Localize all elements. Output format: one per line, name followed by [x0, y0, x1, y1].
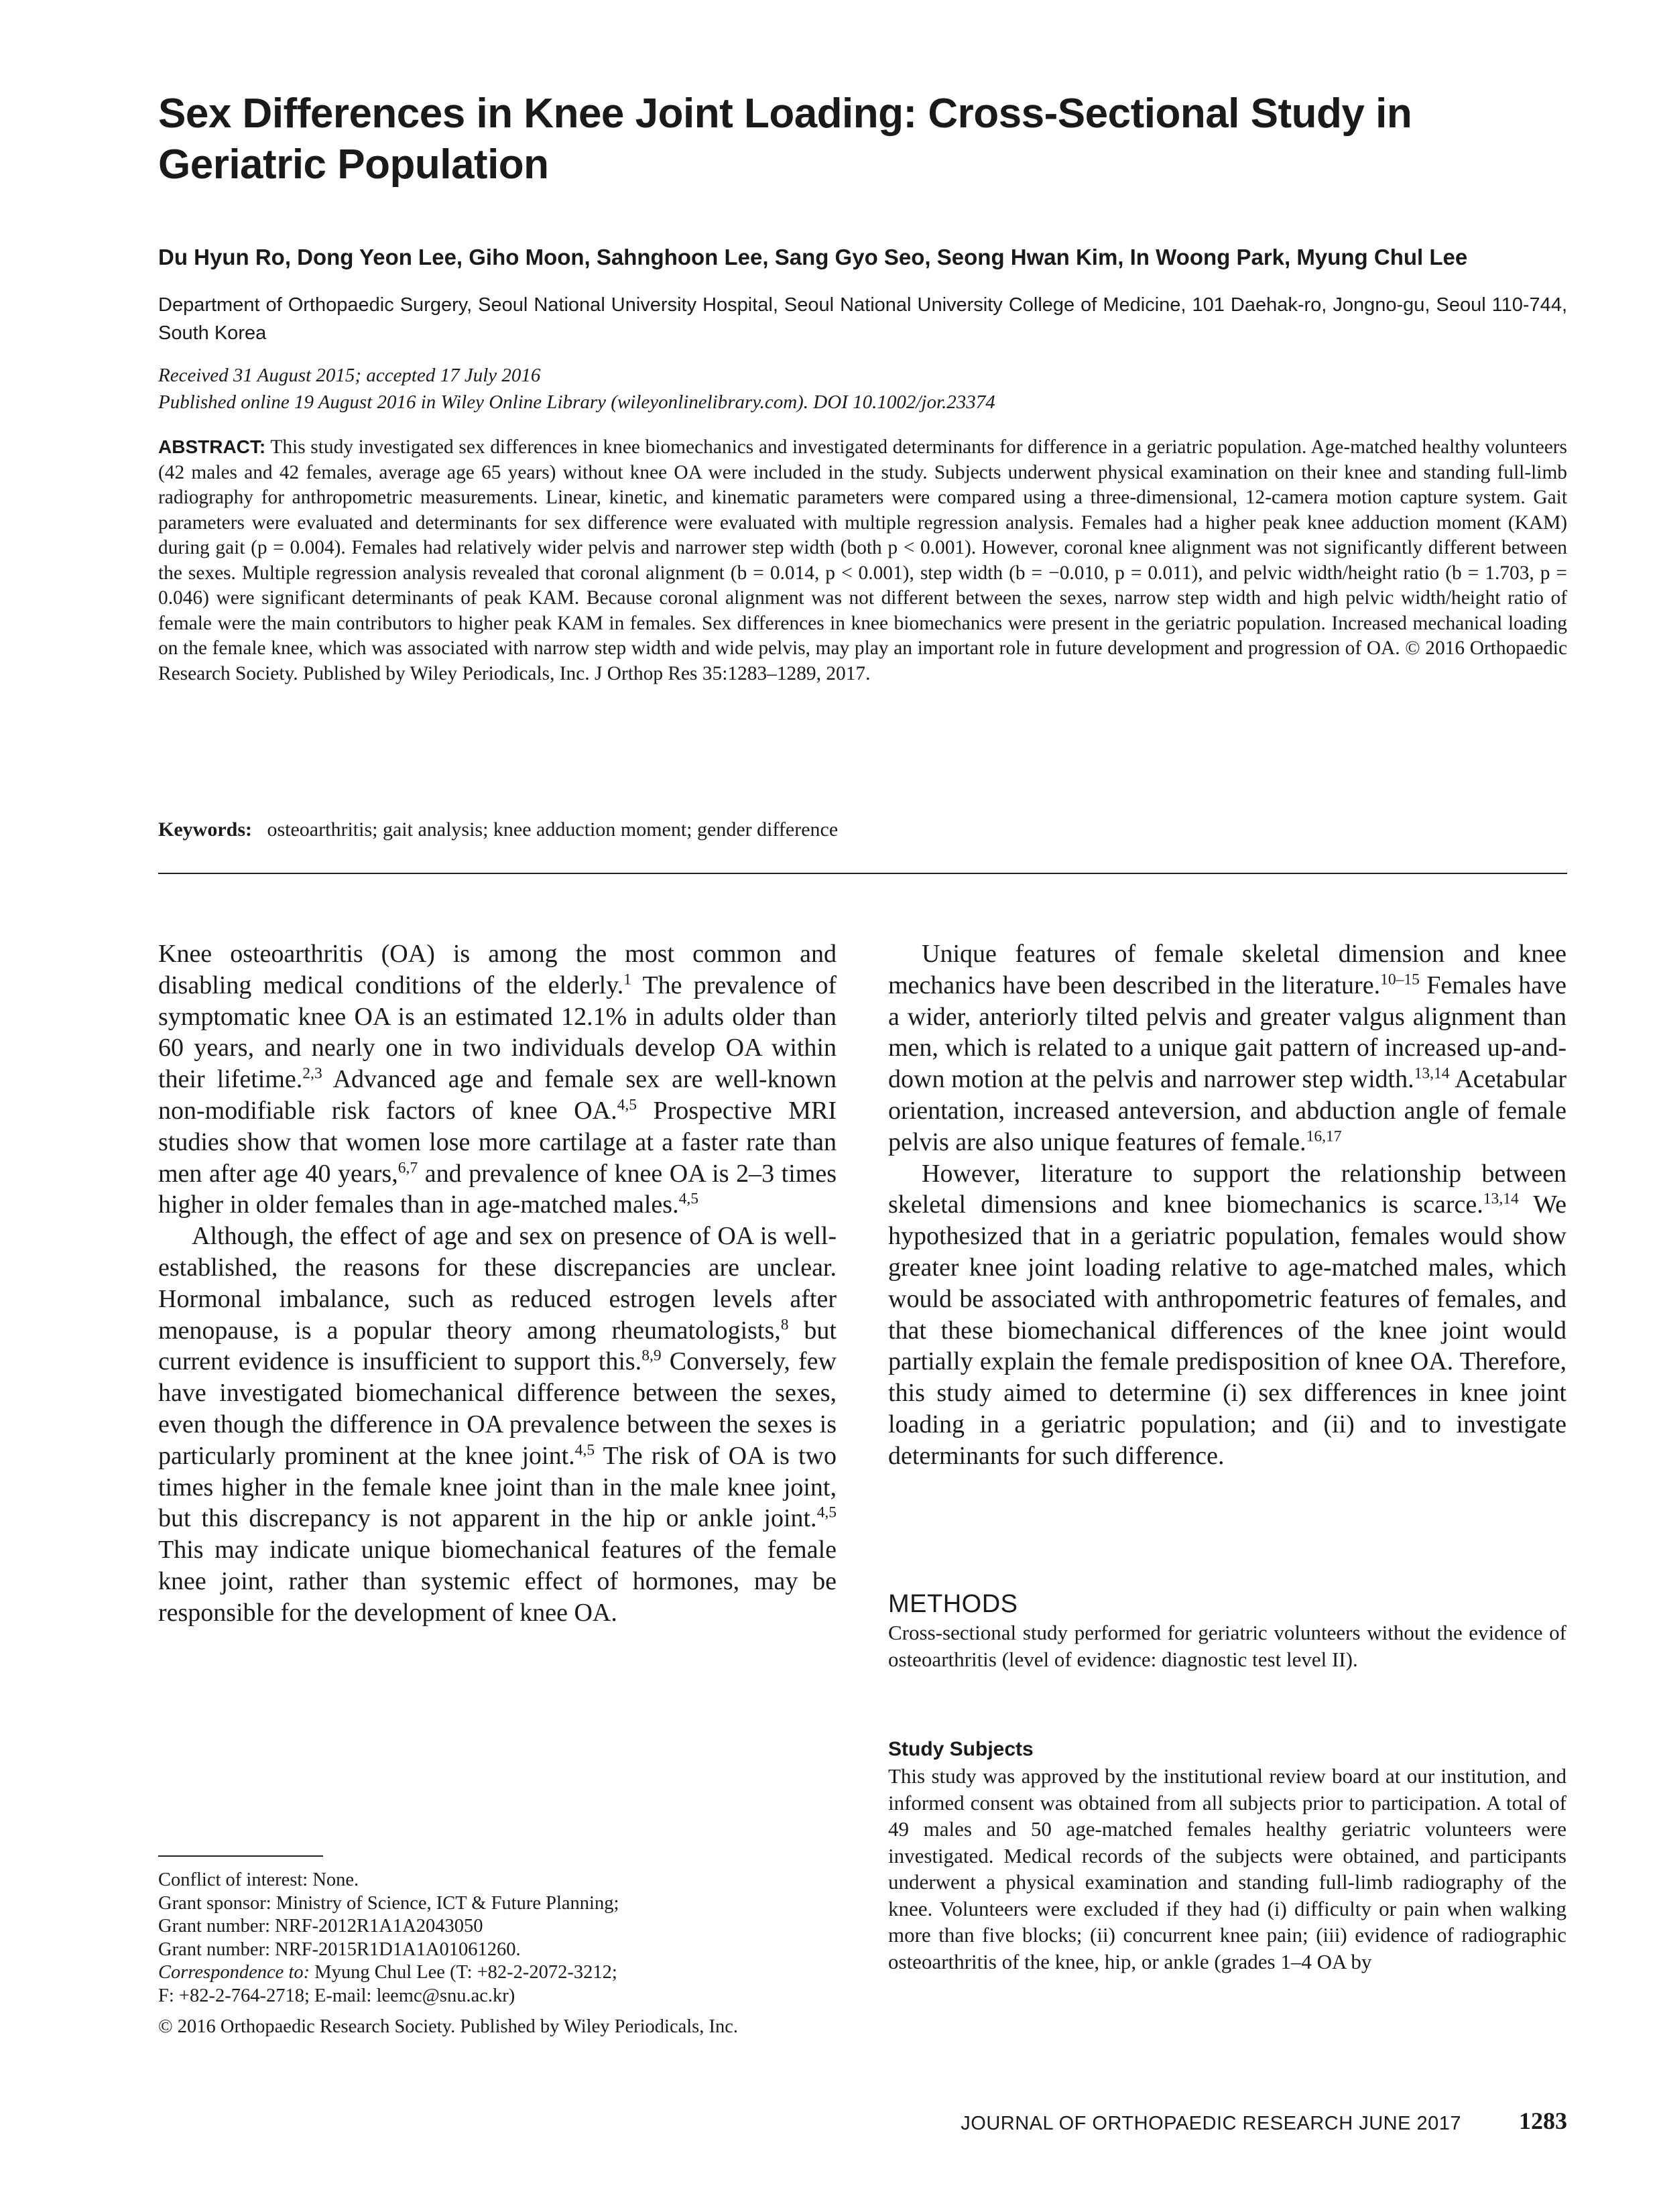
text-run: Although, the effect of age and sex on presence of OA is well-established, the reasons for these discrepancies are unclear. Hormonal imbalance, such as reduced estrogen levels after menopause, is a popular theory among rheumatologists, [158, 1222, 837, 1345]
grant-number-1: Grant number: NRF-2012R1A1A2043050 [158, 1916, 483, 1937]
page-number: 1283 [1519, 2107, 1567, 2134]
methods-intro: Cross-sectional study performed for geriatric volunteers without the evidence of osteoarthritis (level of evidence: diagnostic test level II). [888, 1621, 1566, 1671]
text-run: Advanced age and female sex are well-known non-modifiable risk factors of knee OA. [158, 1065, 837, 1125]
author-list: Du Hyun Ro, Dong Yeon Lee, Giho Moon, Sahnghoon Lee, Sang Gyo Seo, Seong Hwan Kim, In Woong Park, Myung Chul Lee [158, 245, 1468, 269]
correspondence-text: Myung Chul Lee (T: +82-2-2072-3212; [310, 1962, 617, 1983]
study-subjects-text: This study was approved by the institutional review board at our institution, and informed consent was obtained from all subjects prior to participation. A total of 49 males and 50 age-matched females healthy geriatric volunteers were investigated. Medical records of the subjects were obtained, and participants underwent a physical examination and standing full-limb radiography of the knee. Volunteers were excluded if they had (i) difficulty or pain when walking more than five blocks; (ii) concurrent knee pain; (iii) evidence of radiographic osteoarthritis of the knee, hip, or ankle (grades 1–4 OA by [888, 1764, 1566, 1973]
journal-name: JOURNAL OF ORTHOPAEDIC RESEARCH JUNE 2017 [961, 2113, 1461, 2134]
keywords-label: Keywords: [158, 818, 252, 841]
citation: 16,17 [1306, 1127, 1342, 1146]
received-date: Received 31 August 2015; accepted 17 July 2016 [158, 365, 541, 386]
intro-paragraph-2 [158, 1221, 837, 1628]
citation: 8,9 [641, 1347, 662, 1365]
text-run: and prevalence of knee OA is 2–3 times higher in older females than in age-matched males. [158, 1159, 837, 1219]
intro-paragraph-3 [888, 938, 1566, 1158]
footnotes [158, 1869, 837, 2039]
text-run: We hypothesized that in a geriatric population, females would show greater knee joint loading relative to age-matched males, which would be associated with anthropometric features of females, and that these biomechanical differences of the knee joint would partially explain the female predisposition of knee OA. Therefore, this study aimed to determine (i) sex differences in knee joint loading in a geriatric population; and (ii) and to investigate determinants for such difference. [888, 1190, 1566, 1470]
correspondence [158, 1961, 837, 1985]
correspondence-label: Correspondence to: [158, 1962, 310, 1983]
text-run: but current evidence is insufficient to support this. [158, 1316, 837, 1376]
right-column [888, 938, 1566, 1472]
text-run: Unique features of female skeletal dimension and knee mechanics have been described in the literature. [888, 940, 1566, 999]
citation: 4,5 [816, 1503, 837, 1522]
citation: 4,5 [617, 1096, 637, 1114]
citation: 2,3 [302, 1064, 322, 1083]
intro-paragraph-4 [888, 1158, 1566, 1472]
text-run: Conversely, few have investigated biomechanical difference between the sexes, even though the difference in OA prevalence between the sexes is particularly prominent at the knee joint. [158, 1347, 837, 1470]
published-info: Published online 19 August 2016 in Wiley Online Library (wileyonlinelibrary.com). DOI 10.1002/jor.23374 [158, 391, 995, 413]
correspondence-contact: F: +82-2-764-2718; E-mail: leemc@snu.ac.kr) [158, 1985, 515, 2006]
left-column [158, 938, 837, 1629]
methods-heading: METHODS [888, 1590, 1018, 1618]
text-run: Females have a wider, anteriorly tilted pelvis and greater valgus alignment than men, which is related to a unique gait pattern of increased up-and-down motion at the pelvis and narrower step width. [888, 971, 1566, 1094]
copyright-notice: © 2016 Orthopaedic Research Society. Published by Wiley Periodicals, Inc. [158, 2016, 739, 2037]
grant-sponsor: Grant sponsor: Ministry of Science, ICT & Future Planning; [158, 1892, 619, 1914]
citation: 8 [780, 1315, 789, 1333]
conflict-of-interest: Conflict of interest: None. [158, 1869, 359, 1890]
keywords [158, 816, 1567, 843]
citation: 4,5 [574, 1441, 595, 1459]
citation: 1 [623, 971, 631, 989]
citation: 10–15 [1380, 971, 1420, 989]
text-run: Prospective MRI studies show that women lose more cartilage at a faster rate than men after age 40 years, [158, 1096, 837, 1188]
text-run: The prevalence of symptomatic knee OA is an estimated 12.1% in adults older than 60 years, and nearly one in two individuals develop OA within their lifetime. [158, 971, 837, 1094]
text-run: Acetabular orientation, increased anteversion, and abduction angle of female pelvis are also unique features of female. [888, 1065, 1566, 1156]
abstract-text: This study investigated sex differences in knee biomechanics and investigated determinants for difference in a geriatric population. Age-matched healthy volunteers (42 males and 42 females, average age 65 years) without knee OA were included in the study. Subjects underwent physical examination on their knee and standing full-limb radiography for anthropometric measurements. Linear, kinetic, and kinematic parameters were compared using a three-dimensional, 12-camera motion capture system. Gait parameters were evaluated and determinants for sex difference were evaluated with multiple regression analysis. Females had a higher peak knee adduction moment (KAM) during gait (p = 0.004). Females had relatively wider pelvis and narrower step width (both p < 0.001). However, coronal knee alignment was not significantly different between the sexes. Multiple regression analysis revealed that coronal alignment (b = 0.014, p < 0.001), step width (b = −0.010, p = 0.011), and pelvic width/height ratio (b = 1.703, p = 0.046) were significant determinants of peak KAM. Because coronal alignment was not different between the sexes, narrow step width and high pelvic width/height ratio of female were the main contributors to higher peak KAM in females. Sex differences in knee biomechanics were present in the geriatric population. Increased mechanical loading on the female knee, which was associated with narrow step width and wide pelvis, may play an important role in future development and progression of OA. © 2016 Orthopaedic Research Society. Published by Wiley Periodicals, Inc. J Orthop Res 35:1283–1289, 2017. [158, 436, 1567, 684]
citation: 13,14 [1483, 1190, 1519, 1208]
intro-paragraph-1 [158, 938, 837, 1221]
text-run: However, literature to support the relationship between skeletal dimensions and knee biomechanics is scarce. [888, 1159, 1566, 1219]
study-subjects-heading: Study Subjects [888, 1738, 1034, 1760]
citation: 13,14 [1414, 1064, 1450, 1083]
abstract [158, 434, 1567, 686]
citation: 6,7 [397, 1158, 418, 1176]
keywords-text: osteoarthritis; gait analysis; knee adduction moment; gender difference [267, 818, 839, 841]
footnote-rule [158, 1855, 323, 1857]
abstract-label: ABSTRACT: [158, 436, 266, 457]
text-run: Knee osteoarthritis (OA) is among the most common and disabling medical conditions of the elderly. [158, 940, 837, 999]
publication-dates [158, 362, 1567, 416]
grant-number-2: Grant number: NRF-2015R1D1A1A01061260. [158, 1939, 521, 1960]
affiliation: Department of Orthopaedic Surgery, Seoul National University Hospital, Seoul National University College of Medicine, 101 Daehak-ro, Jongno-gu, Seoul 110-744, South Korea [158, 294, 1567, 344]
section-divider [158, 873, 1567, 874]
citation: 4,5 [678, 1190, 699, 1208]
article-title: Sex Differences in Knee Joint Loading: Cross-Sectional Study in Geriatric Population [158, 90, 1412, 188]
text-run: The risk of OA is two times higher in the female knee joint than in the male knee joint, but this discrepancy is not apparent in the hip or ankle joint. [158, 1441, 837, 1533]
text-run: This may indicate unique biomechanical features of the female knee joint, rather than systemic effect of hormones, may be responsible for the development of knee OA. [158, 1536, 837, 1627]
